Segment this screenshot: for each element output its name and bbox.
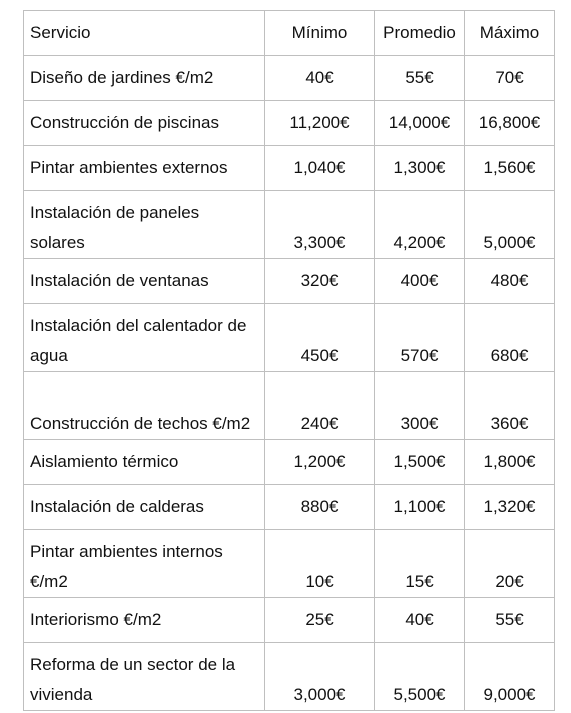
table-row	[24, 372, 555, 440]
service-cell: Reforma de un sector de la vivienda	[24, 643, 265, 711]
min-cell: 3,300€	[265, 191, 375, 259]
table-row	[24, 598, 555, 643]
max-cell: 1,800€	[465, 440, 555, 485]
service-cell: Instalación de paneles solares	[24, 191, 265, 259]
avg-cell: 1,300€	[375, 146, 465, 191]
header-maximo: Máximo	[465, 11, 555, 56]
avg-cell: 5,500€	[375, 643, 465, 711]
table-row	[24, 440, 555, 485]
max-cell: 360€	[465, 372, 555, 440]
avg-cell: 15€	[375, 530, 465, 598]
avg-cell: 55€	[375, 56, 465, 101]
avg-cell: 4,200€	[375, 191, 465, 259]
price-table	[23, 10, 555, 711]
max-cell: 5,000€	[465, 191, 555, 259]
header-promedio: Promedio	[375, 11, 465, 56]
service-cell: Instalación del calentador de agua	[24, 304, 265, 372]
service-cell: Construcción de piscinas	[24, 101, 265, 146]
table-row	[24, 304, 555, 372]
service-cell: Instalación de calderas	[24, 485, 265, 530]
max-cell: 480€	[465, 259, 555, 304]
min-cell: 40€	[265, 56, 375, 101]
min-cell: 11,200€	[265, 101, 375, 146]
table-row	[24, 191, 555, 259]
price-table-container	[23, 10, 554, 711]
avg-cell: 1,100€	[375, 485, 465, 530]
min-cell: 1,200€	[265, 440, 375, 485]
min-cell: 3,000€	[265, 643, 375, 711]
table-row	[24, 146, 555, 191]
table-row	[24, 101, 555, 146]
header-servicio: Servicio	[24, 11, 265, 56]
table-row	[24, 259, 555, 304]
min-cell: 25€	[265, 598, 375, 643]
max-cell: 16,800€	[465, 101, 555, 146]
header-minimo: Mínimo	[265, 11, 375, 56]
avg-cell: 40€	[375, 598, 465, 643]
table-header-row	[24, 11, 555, 56]
table-row	[24, 485, 555, 530]
table-row	[24, 643, 555, 711]
service-cell: Diseño de jardines €/m2	[24, 56, 265, 101]
service-cell: Construcción de techos €/m2	[24, 372, 265, 440]
table-row	[24, 530, 555, 598]
min-cell: 450€	[265, 304, 375, 372]
max-cell: 1,560€	[465, 146, 555, 191]
service-cell: Aislamiento térmico	[24, 440, 265, 485]
avg-cell: 570€	[375, 304, 465, 372]
avg-cell: 1,500€	[375, 440, 465, 485]
max-cell: 55€	[465, 598, 555, 643]
max-cell: 1,320€	[465, 485, 555, 530]
min-cell: 1,040€	[265, 146, 375, 191]
min-cell: 320€	[265, 259, 375, 304]
avg-cell: 14,000€	[375, 101, 465, 146]
service-cell: Instalación de ventanas	[24, 259, 265, 304]
service-cell: Interiorismo €/m2	[24, 598, 265, 643]
service-cell: Pintar ambientes internos €/m2	[24, 530, 265, 598]
min-cell: 880€	[265, 485, 375, 530]
table-row	[24, 56, 555, 101]
max-cell: 70€	[465, 56, 555, 101]
avg-cell: 400€	[375, 259, 465, 304]
service-cell: Pintar ambientes externos	[24, 146, 265, 191]
max-cell: 680€	[465, 304, 555, 372]
max-cell: 9,000€	[465, 643, 555, 711]
min-cell: 10€	[265, 530, 375, 598]
min-cell: 240€	[265, 372, 375, 440]
avg-cell: 300€	[375, 372, 465, 440]
max-cell: 20€	[465, 530, 555, 598]
